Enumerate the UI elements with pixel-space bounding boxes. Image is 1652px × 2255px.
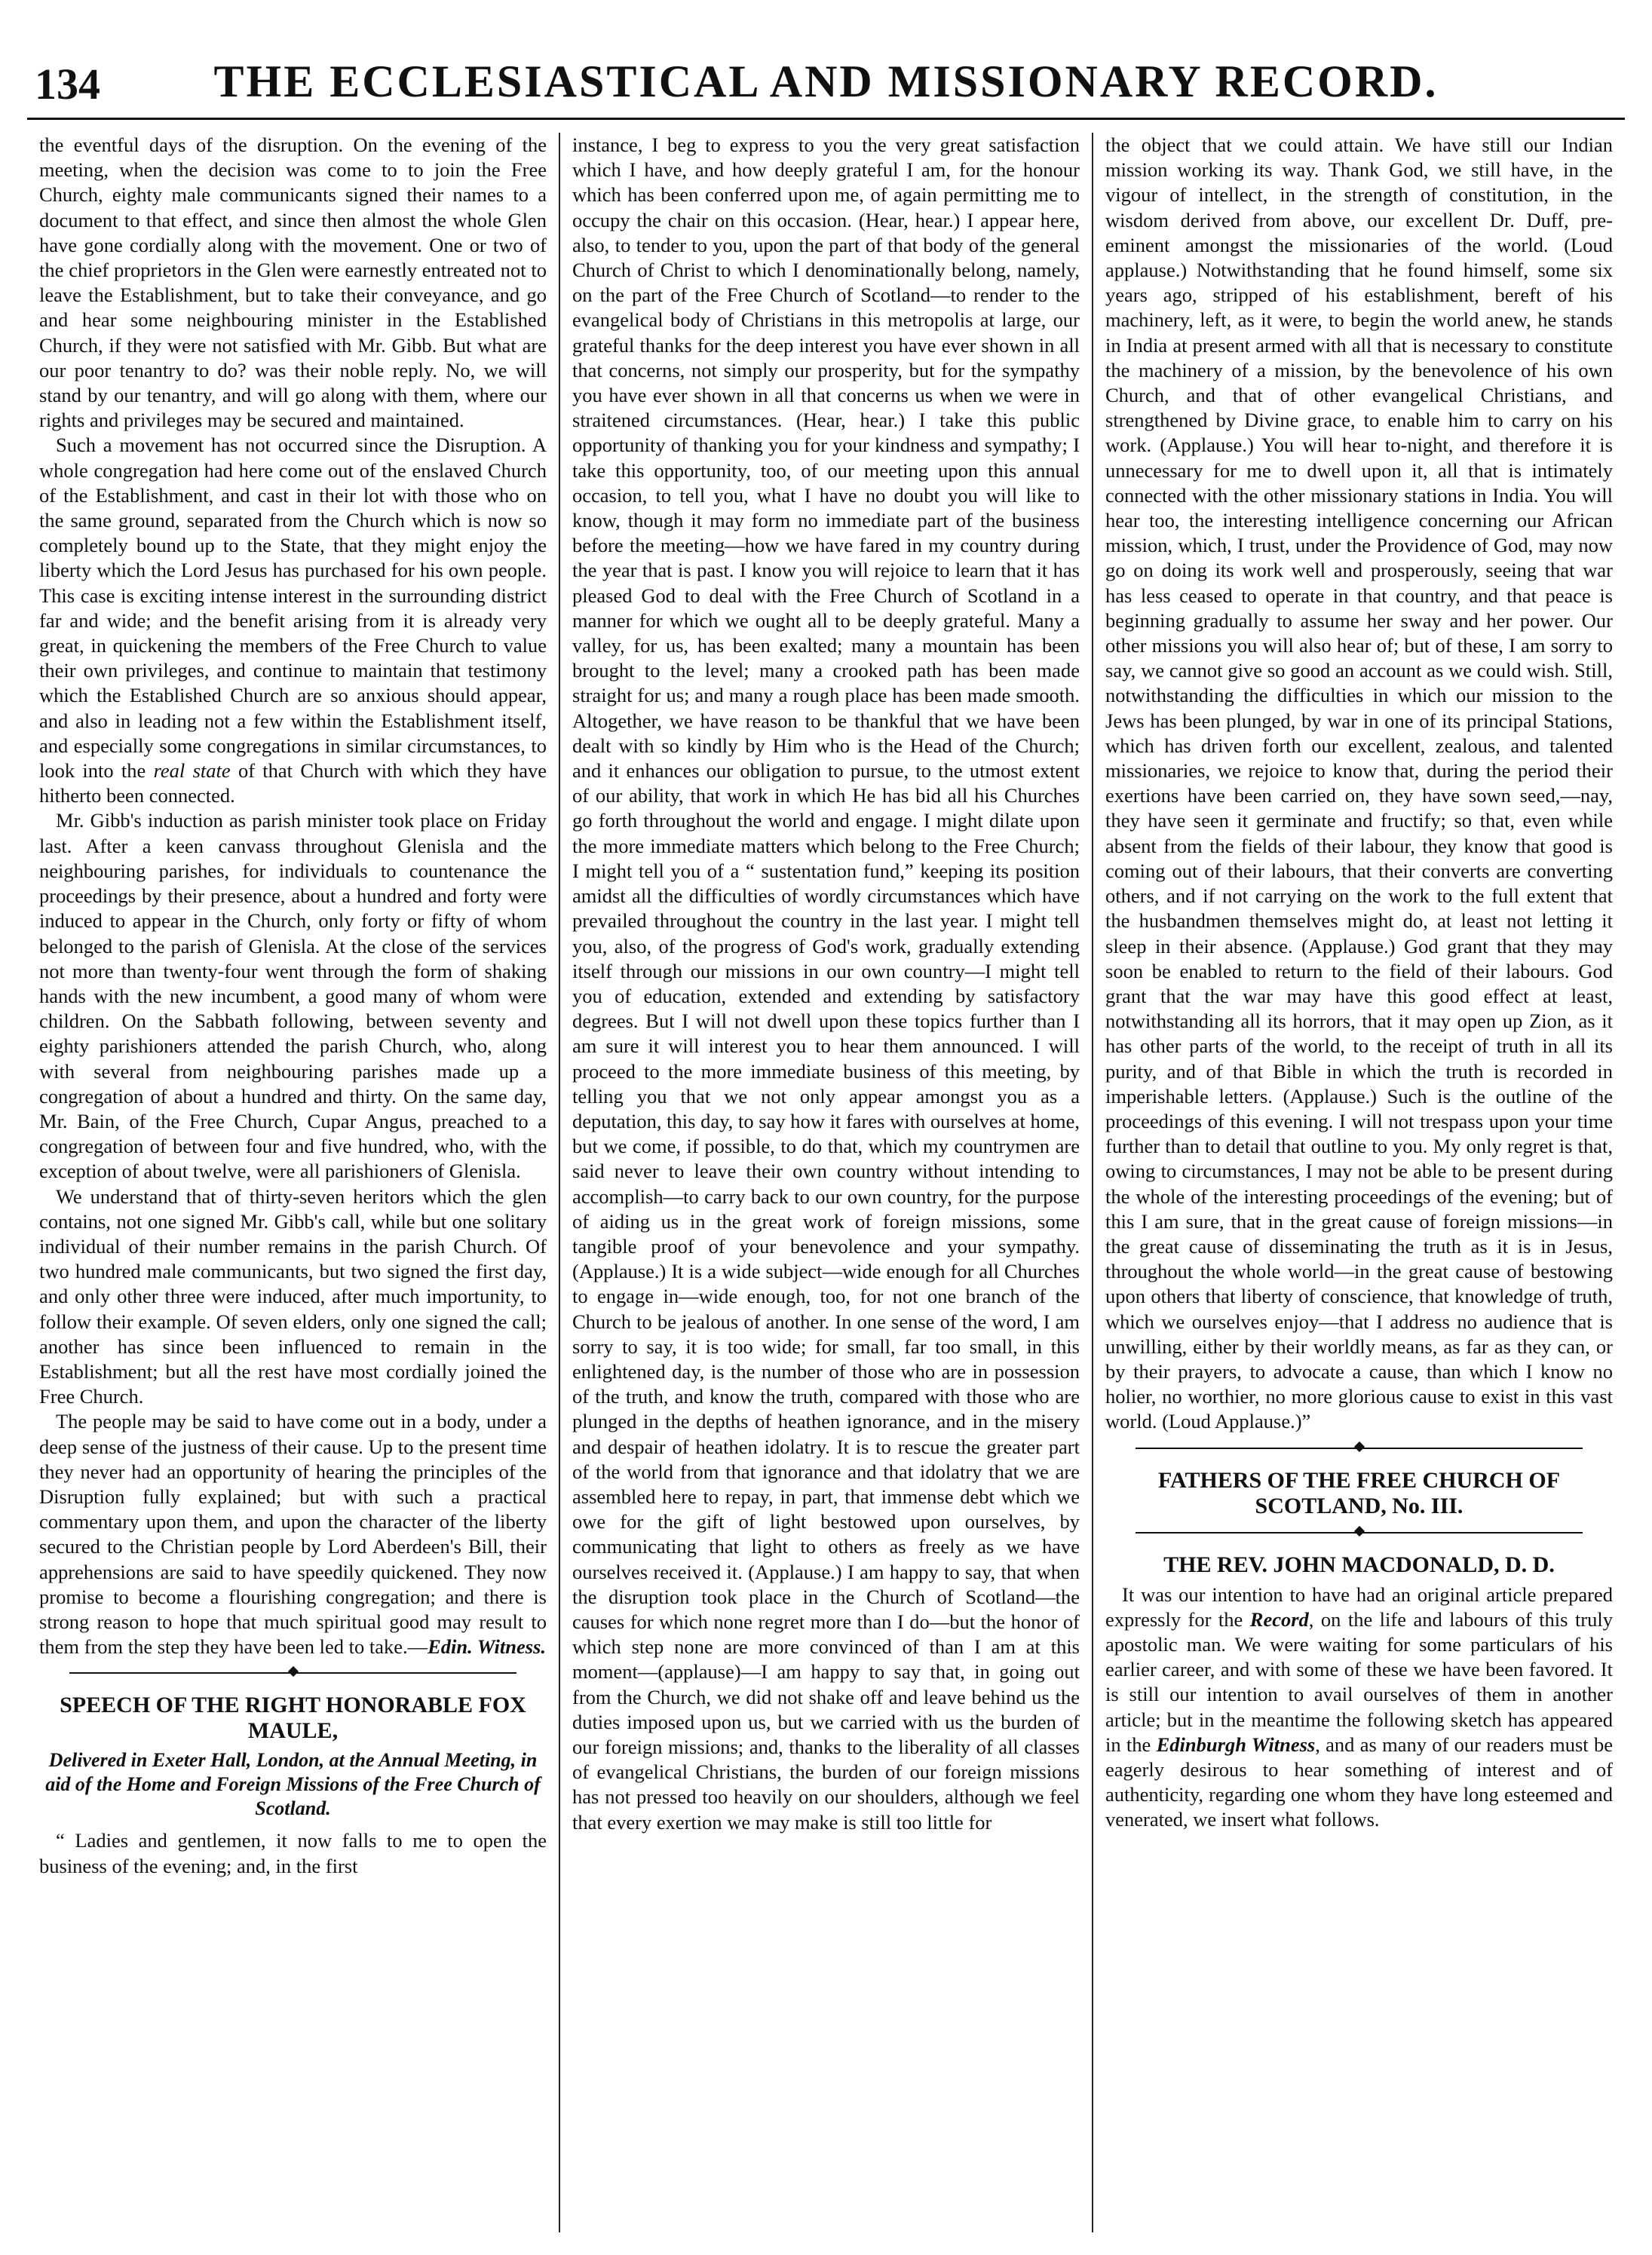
diamond-ornament-icon xyxy=(1353,1441,1364,1451)
text-run: , on the life and labours of this truly apostolic man. We were waiting for some particulars of his earlier career, and with some of these we have been favored. It is still our intention to avail ourselves of them in another article; but in the meantime the following sketch has appeared in the xyxy=(1105,1607,1613,1756)
article-subheading-rev: THE REV. JOHN MACDONALD, D. D. xyxy=(1163,1552,1555,1577)
column-1 xyxy=(27,133,559,2232)
italic-phrase: Record xyxy=(1249,1607,1309,1631)
diamond-ornament-icon xyxy=(1353,1525,1364,1536)
text-run: The people may be said to have come out in a body, under a deep sense of the justness of their cause. Up to the present time they never had an opportunity of hearing the principles of the Disruption fully explained; but with such a practical commentary upon them, and upon the character of the liberty secured to the Christian people by Lord Aberdeen's Bill, their apprehensions are said to have speedily quickened. They now promise to become a flourishing congregation; and there is strong reason to hope that much spiritual good may result to them from the step they have been led to take.— xyxy=(39,1410,547,1659)
paragraph xyxy=(39,1409,547,1659)
masthead xyxy=(27,45,1625,120)
source-attribution: Edin. Witness. xyxy=(428,1635,546,1659)
italic-phrase: real state xyxy=(153,759,231,783)
paragraph: Mr. Gibb's induction as parish minister took place on Friday last. After a keen canvass throughout Glenisla and the neighbouring parishes, for individuals to countenance the proceedings by their presence, about a hundred and forty were induced to appear in the Church, only forty or fifty of whom belonged to the parish of Glenisla. At the close of the services not more than twenty-four went through the form of shaking hands with the new incumbent, a good many of whom were children. On the Sabbath following, between seventy and eighty parishioners attended the parish Church, who, along with several from neighbouring parishes made up a congregation of about a hundred and thirty. On the same day, Mr. Bain, of the Free Church, Cupar Angus, preached to a congregation of between four and five hundred, who, with the exception of about twelve, were all parishioners of Glenisla. xyxy=(39,809,547,1183)
paragraph: the object that we could attain. We have still our Indian mission working its way. Thank God, we still have, in the vigour of intellect, in the strength of constitution, in the wisdom derived from above, our excellent Dr. Duff, pre-eminent amongst the missionaries of the world. (Loud applause.) Notwithstanding that he found himself, some six years ago, stripped of his establishment, bereft of his machinery, left, as it were, to begin the world anew, he stands in India at present armed with all that is necessary to constitute the machinery of a mission, by the benevolence of his own Church, and that of other evangelical Christians, and strengthened by Divine grace, to enable him to carry on his work. (Applause.) You will hear to-night, and therefore it is unnecessary for me to dwell upon it, all that is intimately connected with the other missionary stations in India. You will hear too, the interesting intelligence concerning our African mission, which, I trust, under the Providence of God, may now go on doing its work well and prosperously, seeing that war has less ceased to operate in that country, and that peace is beginning gradually to assume her sway and her power. Our other missions you will also hear of; but of these, I am sorry to say, we cannot give so good an account as we could wish. Still, notwithstanding the difficulties in which our mission to the Jews has been plunged, by war in one of its principal Stations, which has driven forth our excellent, zealous, and talented missionaries, we rejoice to know that, during the period their exertions have been carried on, they have sown seed,—nay, they have seen it germinate and fructify; so that, even while absent from the fields of their labour, they know that good is coming out of their labours, that their converts are converting others, and if not carrying on the work to the full extent that the husbandmen themselves might do, at least not letting it sleep in their absence. (Applause.) God grant that they may soon be enabled to return to the field of their labours. God grant that the war may have this good effect at least, notwithstanding all its horrors, that it may open up Zion, as it has other parts of the world, to the receipt of truth in all its purity, and of that Bible in which the truth is recorded in imperishable letters. (Applause.) Such is the outline of the proceedings of this evening. I will not trespass upon your time further than to detail that outline to you. My only regret is that, owing to circumstances, I may not be able to be present during the whole of the interesting proceedings of the evening; but of this I am sure, that in the great cause of foreign missions—in the great cause of disseminating the truth as it is in Jesus, throughout the whole world—in the great cause of bestowing upon others that liberty of conscience, that knowledge of truth, which we ourselves enjoy—that I address no audience that is unwilling, either by their worldly means, as far as they can, or by their prayers, to advocate a cause, than which I know no holier, no worthier, no more glorious cause to exist in this vast world. (Loud Applause.)” xyxy=(1105,133,1613,1433)
column-2 xyxy=(559,133,1092,2232)
paragraph: “ Ladies and gentlemen, it now falls to me to open the business of the evening; and, in the first xyxy=(39,1829,547,1877)
italic-phrase: Edinburgh Witness xyxy=(1156,1733,1316,1756)
section-divider xyxy=(1136,1448,1583,1460)
paragraph xyxy=(1105,1582,1613,1833)
section-divider xyxy=(69,1672,516,1684)
column-3 xyxy=(1092,133,1625,2232)
paragraph: instance, I beg to express to you the very great satisfaction which I have, and how deeply grateful I am, for the honour which has been conferred upon me, of again permitting me to occupy the chair on this occasion. (Hear, hear.) I appear here, also, to tender to you, upon the part of that body of the general Church of Christ to which I denominationally belong, namely, on the part of the Free Church of Scotland—to render to the evangelical body of Christians in this metropolis at large, our grateful thanks for the deep interest you have ever shown in all that concerns, not simply our prosperity, but for the sympathy you have ever shown in all that concerns us when we were in straitened circumstances. (Hear, hear.) I take this public opportunity of thanking you for your kindness and sympathy; I take this opportunity, too, of our meeting upon this annual occasion, to tell you, what I have no doubt you will like to know, though it may form no immediate part of the business before the meeting—how we have fared in my country during the year that is past. I know you will rejoice to learn that it has pleased God to deal with the Free Church of Scotland in a manner for which we ought all to be deeply grateful. Many a valley, for us, has been exalted; many a mountain has been brought to the level; many a crooked path has been made straight for us; and many a rough place has been made smooth. Altogether, we have reason to be thankful that we have been dealt with so kindly by Him who is the Head of the Church; and it enhances our obligation to pursue, to the utmost extent of our ability, that work in which He has bid all his Churches go forth throughout the world and engage. I might dilate upon the more immediate matters which belong to the Free Church; I might tell you of a “ sustentation fund,” keeping its position amidst all the difficulties of wordly circumstances which have prevailed throughout the country in the last year. I might tell you, also, of the progress of God's work, gradually extending itself through our missions in our own country—I might tell you of education, extended and extending by satisfactory degrees. But I will not dwell upon these topics further than I am sure it will interest you to hear them announced. I will proceed to the more immediate business of this meeting, by telling you that we not only appear amongst you as a deputation, this day, to say how it fares with ourselves at home, but we come, if possible, to do that, which my countrymen are said never to leave their own country without intending to accomplish—to carry back to our own country, for the purpose of aiding us in the great work of foreign missions, some tangible proof of your benevolence and your sympathy. (Applause.) It is a wide subject—wide enough for all Churches to engage in—wide enough, too, for not one branch of the Church to be jealous of another. In one sense of the word, I am sorry to say, it is too wide; for small, far too small, in this enlightened day, is the number of those who are in possession of the truth, and know the truth, compared with those who are plunged in the depths of heathen ignorance, and in the misery and despair of heathen idolatry. It is to rescue the greater part of the world from that ignorance and that idolatry that we are assembled here to repay, in part, that immense debt which we owe for the gift of light bestowed upon ourselves, by communicating that light to others as freely as we have ourselves received it. (Applause.) I am happy to say, that when the disruption took place in the Church of Scotland—the causes for which none regret more than I do—but the honor of which step none are more convinced of than I am at this moment—(applause)—I am happy to say that, in going out from the Church, we did not shake off and leave behind us the duties imposed upon us, but we carried with us the burden of our foreign missions; and, thanks to the liberality of all classes of evangelical Christians, the burden of our foreign missions has not pressed too heavily on our shoulders, although we feel that every exertion we may make is still too little for xyxy=(572,133,1080,1834)
paragraph: We understand that of thirty-seven heritors which the glen contains, not one signed Mr. Gibb's call, while but one solitary individual of their number remains in the parish Church. Of two hundred male communicants, but two signed the first day, and only other three were induced, after much importunity, to follow their example. Of seven elders, only one signed the call; another has since been influenced to remain in the Establishment; but all the rest have most cordially joined the Free Church. xyxy=(39,1184,547,1408)
text-run: of that Church with which they have hitherto been connected. xyxy=(39,759,547,807)
diamond-ornament-icon xyxy=(287,1666,298,1677)
paragraph xyxy=(39,433,547,808)
text-run: It was our intention to have had an original article prepared expressly for the xyxy=(1105,1582,1613,1631)
text-columns xyxy=(27,133,1625,2232)
article-heading-speech: SPEECH OF THE RIGHT HONORABLE FOX MAULE, xyxy=(60,1693,526,1744)
running-head-title: THE ECCLESIASTICAL AND MISSIONARY RECORD. xyxy=(213,57,1439,106)
text-run: Such a movement has not occurred since the Disruption. A whole congregation had here come out of the enslaved Church of the Establishment, and cast in their lot with those who on the same ground, separated from the Church which is now so completely bound up to the State, that they might enjoy the liberty which the Lord Jesus has purchased for his own people. This case is exciting intense interest in the surrounding district far and wide; and the benefit arising from it is already very great, in quickening the members of the Free Church to value their own privileges, and continue to maintain that testimony which the Established Church are so anxious should appear, and also in leading not a few within the Establishment itself, and especially some congregations in similar circumstances, to look into the xyxy=(39,434,547,783)
section-divider xyxy=(1136,1532,1583,1544)
text-run: , and as many of our readers must be eagerly desirous to hear something of interest and of authenticity, regarding one whom they have long esteemed and venerated, we insert what follows. xyxy=(1105,1733,1613,1831)
article-heading-fathers: FATHERS OF THE FREE CHURCH OF SCOTLAND, No. III. xyxy=(1157,1467,1561,1518)
paragraph: the eventful days of the disruption. On the evening of the meeting, when the decision was come to to join the Free Church, eighty male communicants signed their names to a document to that effect, and since then almost the whole Glen have gone cordially along with the movement. One or two of the chief proprietors in the Glen were earnestly entreated not to leave the Establishment, but to take their conveyance, and go and hear some neighbouring minister in the Established Church, if they were not satisfied with Mr. Gibb. But what are our poor tenantry to do? was their noble reply. No, we will stand by our tenantry, and will go along with them, where our rights and privileges may be secured and maintained. xyxy=(39,133,547,432)
article-dateline: Delivered in Exeter Hall, London, at the Annual Meeting, in aid of the Home and Foreign Missions of the Free Church of Scotland. xyxy=(45,1749,541,1820)
page-number: 134 xyxy=(35,60,100,109)
